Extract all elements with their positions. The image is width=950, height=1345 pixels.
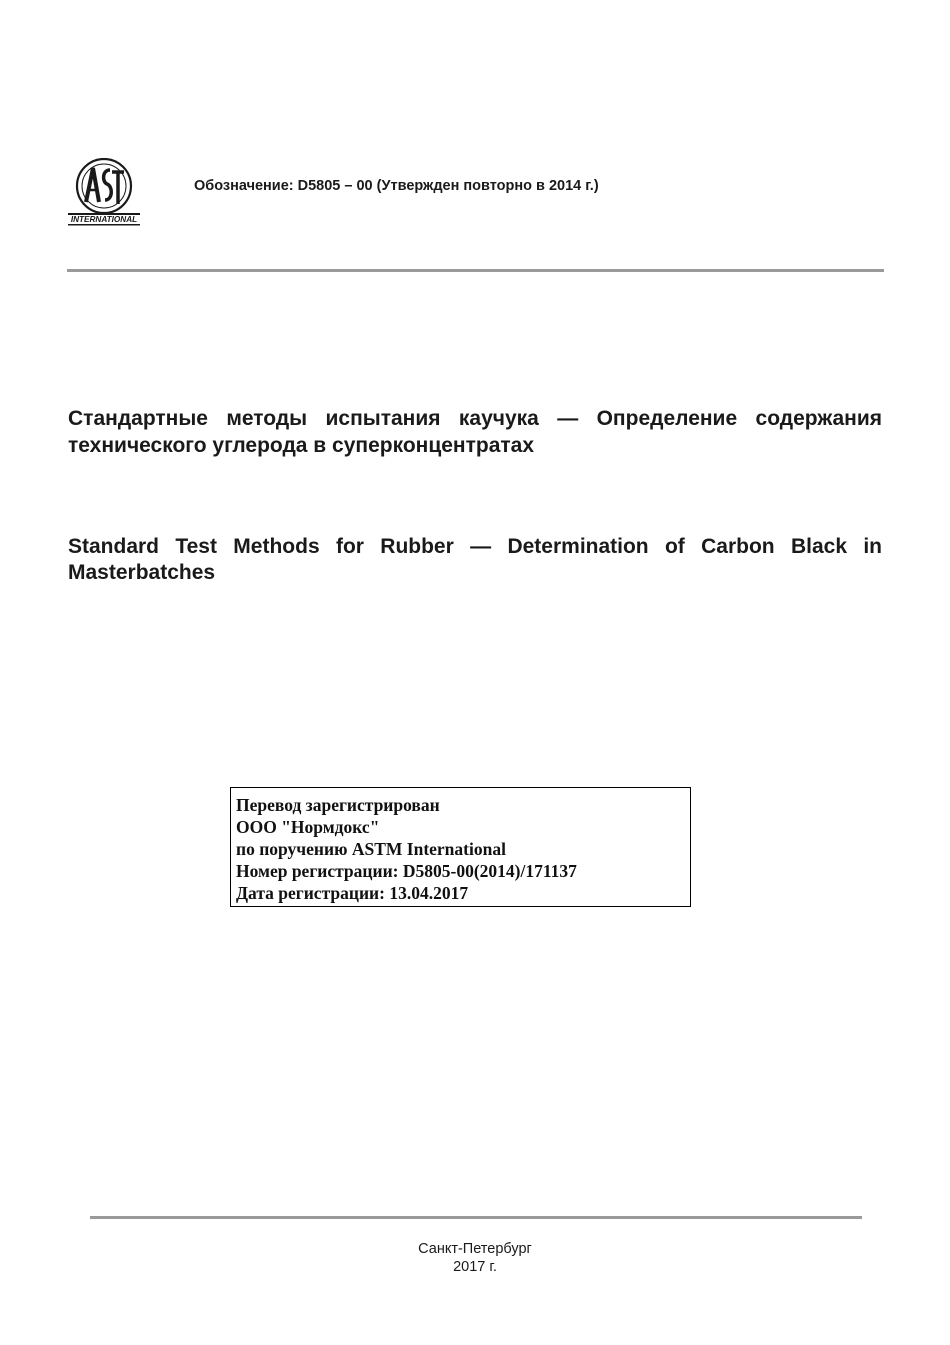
registration-company: ООО "Нормдокс" xyxy=(236,817,380,837)
registration-number: Номер регистрации: D5805-00(2014)/171137 xyxy=(236,861,577,881)
registration-status: Перевод зарегистрирован xyxy=(236,795,440,815)
astm-logo xyxy=(66,158,142,228)
astm-international-logo-icon xyxy=(66,158,142,228)
footer-year: 2017 г. xyxy=(453,1259,497,1275)
registration-box xyxy=(230,787,691,907)
document-designation: Обозначение: D5805 – 00 (Утвержден повторно в 2014 г.) xyxy=(194,178,599,194)
footer-divider xyxy=(90,1216,862,1219)
registration-commission: по поручению ASTM International xyxy=(236,839,506,859)
footer-city: Санкт-Петербург xyxy=(418,1241,532,1257)
title-russian: Стандартные методы испытания каучука — Определение содержания технического углерода в суперконцентратах xyxy=(68,407,882,457)
header-divider xyxy=(67,269,884,272)
footer xyxy=(375,1240,575,1276)
svg-text:INTERNATIONAL: INTERNATIONAL xyxy=(70,215,138,224)
registration-date: Дата регистрации: 13.04.2017 xyxy=(236,883,469,903)
title-english: Standard Test Methods for Rubber — Determination of Carbon Black in Masterbatches xyxy=(68,535,882,584)
